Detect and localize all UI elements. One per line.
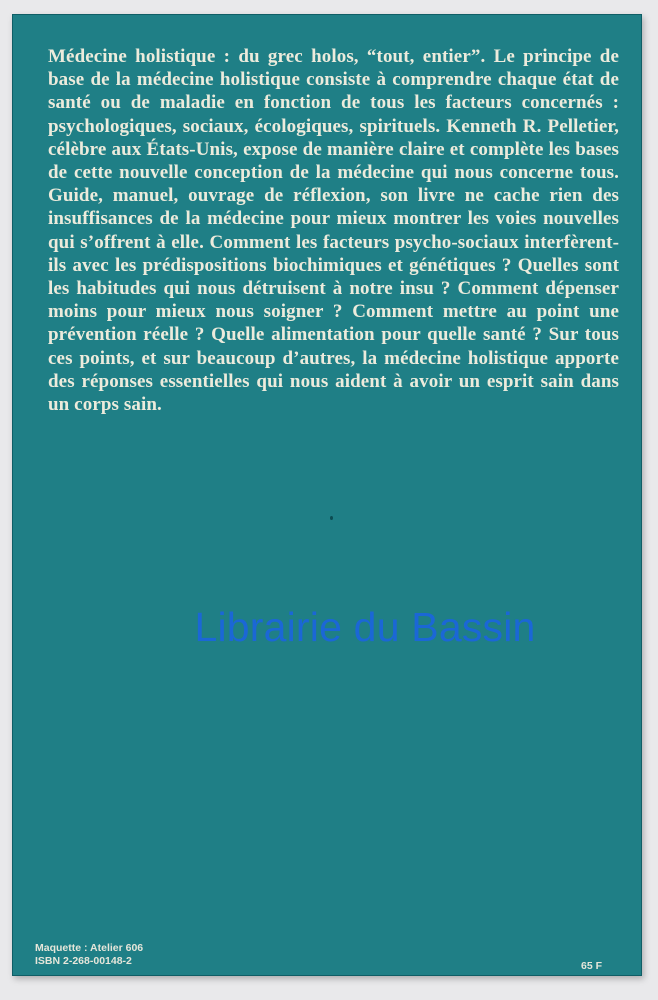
credits-block (35, 942, 143, 968)
book-back-cover (12, 14, 642, 976)
bookseller-watermark: Librairie du Bassin (194, 604, 536, 650)
isbn-number: ISBN 2-268-00148-2 (35, 955, 132, 967)
maquette-credit: Maquette : Atelier 606 (35, 942, 144, 954)
print-speck (330, 516, 333, 520)
back-cover-blurb: Médecine holistique : du grec holos, “tout, entier”. Le principe de base de la médecine holistique consiste à comprendre chaque état de santé ou de maladie en fonction de tous les facteurs concernés : psychologiques, sociaux, écologiques, spirituels. Kenneth R. Pelletier, célèbre aux États-Unis, expose de manière claire et complète les bases de cette nouvelle conception de la médecine qui nous concerne tous. Guide, manuel, ouvrage de réflexion, son livre ne cache rien des insuffisances de la médecine pour mieux montrer les voies nouvelles qui s’offrent à elle. Comment les facteurs psycho-sociaux interfèrent-ils avec les prédispositions biochimiques et génétiques ? Quelles sont les habitudes qui nous détruisent à notre insu ? Comment dépenser moins pour mieux nous soigner ? Comment mettre au point une prévention réelle ? Quelle alimentation pour quelle santé ? Sur tous ces points, et sur beaucoup d’autres, la médecine holistique apporte des réponses essentielles qui nous aident à avoir un esprit sain dans un corps sain. (48, 46, 619, 416)
price-label: 65 F (580, 960, 602, 972)
